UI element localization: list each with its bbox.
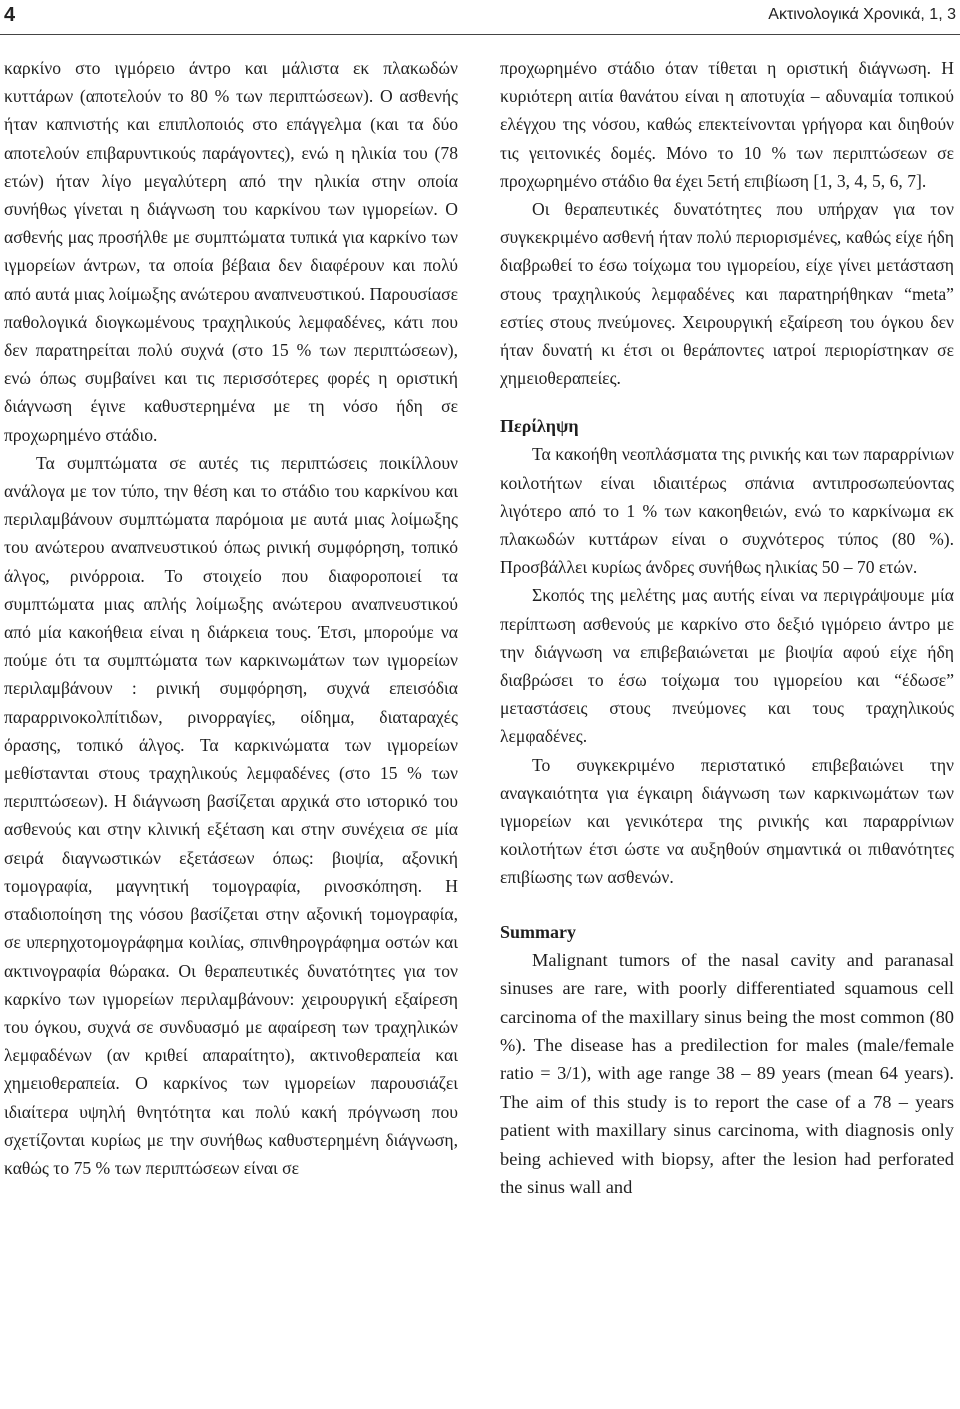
paragraph: Malignant tumors of the nasal cavity and paranasal sinuses are rare, with poorly differentiated squamous cell carcinoma of the maxillary sinus being the most common (80 %). The disease has a predilection for males (male/female ratio = 3/1), with age range 38 – 89 years (mean 64 years). The aim of this study is to report the case of a 78 – years patient with maxillary sinus carcinoma, with diagnosis only being achieved with biopsy, after the lesion had perforated the sinus wall and bbox=[500, 949, 954, 1197]
paragraph: προχωρημένο στάδιο όταν τίθεται η οριστική διάγνωση. Η κυριότερη αιτία θανάτου είναι η αποτυχία – αδυναμία τοπικού ελέγχου της νόσου, καθώς επεκτείνονται γρήγορα και διηθούν τις γειτονικές δομές. Μόνο το 10 % των περιπτώσεων σε προχωρημένο στάδιο θα έχει 5ετή επιβίωση [1, 3, 4, 5, 6, 7]. bbox=[500, 58, 954, 191]
left-column bbox=[4, 54, 458, 1182]
paragraph: Σκοπός της μελέτης μας αυτής είναι να περιγράψουμε μία περίπτωση ασθενούς με καρκίνο στο δεξιό ιγμόρειο άντρο με την διάγνωση να επιβεβαιώνεται με βιοψία αφού είχε ήδη διαβρώσει το έσω τοίχωμα του ιγμορείου και “έδωσε” μεταστάσεις στους πνεύμονες και τους τραχηλικούς λεμφαδένες. bbox=[500, 585, 954, 747]
paragraph: Τα συμπτώματα σε αυτές τις περιπτώσεις ποικίλλουν ανάλογα με τον τύπο, την θέση και το στάδιο του καρκίνου και περιλαμβάνουν συμπτώματα παρόμοια με αυτά μιας λοίμωξης του ανώτερου αναπνευστικού όπως ρινική συμφόρηση, τοπικό άλγος, ρινόρροια. Το στοιχείο που διαφοροποιεί τα συμπτώματα μιας απλής λοίμωξης ανώτερου αναπνευστικού από μία κακοήθεια είναι η διάρκεια τους. Έτσι, μπορούμε να πούμε ότι τα συμπτώματα των καρκινωμάτων των ιγμορείων περιλαμβάνουν : ρινική συμφόρηση, συχνά επεισόδια παραρρινοκολπίτιδων, ρινορραγίες, οίδημα, διαταραχές όρασης, τοπικό άλγος. Τα καρκινώματα των ιγμορείων μεθίστανται στους τραχηλικούς λεμφαδένες (στο 15 % των περιπτώσεων). Η διάγνωση βασίζεται αρχικά στο ιστορικό του ασθενούς και στην κλινική εξέταση και στην συνέχεια σε μία σειρά διαγνωστικών εξετάσεων όπως: βιοψία, αξονική τομογραφία, μαγνητική τομογραφία, ρινοσκόπηση. Η σταδιοποίηση της νόσου βασίζεται στην αξονική τομογραφία, σε υπερηχοτομογράφημα κοιλίας, σπινθηρογράφημα οστών και ακτινογραφία θώρακα. Οι θεραπευτικές δυνατότητες για τον καρκίνο των ιγμορείων περιλαμβάνουν: χειρουργική εξαίρεση του όγκου, συχνά σε συνδυασμό με αφαίρεση των τραχηλικών λεμφαδένων (αν κριθεί απαραίτητο), ακτινοθεραπεία και χημειοθεραπεία. Ο καρκίνος των ιγμορείων παρουσιάζει ιδιαίτερα υψηλή θνητότητα και πολύ κακή πρόγνωση που σχετίζονται κυρίως με την συνήθως καθυστερημένη διάγνωση, καθώς το 75 % των περιπτώσεων είναι σε bbox=[4, 452, 458, 1178]
paragraph: Οι θεραπευτικές δυνατότητες που υπήρχαν για τον συγκεκριμένο ασθενή ήταν πολύ περιορισμένες, καθώς είχε ήδη διαβρωθεί το έσω τοίχωμα του ιγμορείου, είχε γίνει μετάσταση στους τραχηλικούς λεμφαδένες και παρατηρήθηκαν “meta” εστίες στους πνεύμονες. Χειρουργική εξαίρεση του όγκου δεν ήταν δυνατή κι έτσι οι θεράποντες ιατροί περιορίστηκαν σε χημειοθεραπείες. bbox=[500, 199, 954, 389]
page-number: 4 bbox=[4, 4, 16, 26]
journal-title: Ακτινολογικά Χρονικά, 1, 3 bbox=[768, 6, 956, 23]
paragraph: καρκίνο στο ιγμόρειο άντρο και μάλιστα εκ πλακωδών κυττάρων (αποτελούν το 80 % των περιπτώσεων). Ο ασθενής ήταν καπνιστής και επιπλοποιός στο επάγγελμα (και τα δύο αποτελούν επιβαρυντικούς παράγοντες), ενώ η ηλικία του (78 ετών) ήταν λίγο μεγαλύτερη από την ηλικία στην οποία συνήθως γίνεται η διάγνωση του καρκίνου των ιγμορείων. Ο ασθενής μας προσήλθε με συμπτώματα τυπικά για καρκίνο των ιγμορείων άντρων, τα οποία βέβαια δεν διαφέρουν και πολύ από αυτά μιας λοίμωξης ανώτερου αναπνευστικού. Παρουσίασε παθολογικά διογκωμένους τραχηλικούς λεμφαδένες, κάτι που δεν παρατηρείται πολύ συχνά (στο 15 % των περιπτώσεων), ενώ όπως συμβαίνει και τις περισσότερες φορές η οριστική διάγνωση έγινε καθυστερημένα με τη νόσο ήδη σε προχωρημένο στάδιο. bbox=[4, 58, 458, 445]
right-column bbox=[500, 54, 954, 1201]
paragraph: Το συγκεκριμένο περιστατικό επιβεβαιώνει την αναγκαιότητα για έγκαιρη διάγνωση των καρκινωμάτων των ιγμορείων και γενικότερα της ρινικής και παραρρίνιων κοιλοτήτων έτσι ώστε να αυξηθούν σημαντικά οι πιθανότητες επιβίωσης των ασθενών. bbox=[500, 754, 954, 888]
section-heading-perilipsi: Περίληψη bbox=[500, 416, 579, 437]
header-rule bbox=[0, 34, 960, 35]
section-heading-summary: Summary bbox=[500, 921, 576, 942]
paragraph: Τα κακοήθη νεοπλάσματα της ρινικής και των παραρρίνιων κοιλοτήτων είναι ιδιαιτέρως σπάνια αντιπροσωπεύοντας λιγότερο από το 1 % των κακοηθειών, ενώ το καρκίνωμα εκ πλακωδών κυττάρων είναι ο συχνότερος τύπος (80 %). Προσβάλλει κυρίως άνδρες συνήθως ηλικίας 50 – 70 ετών. bbox=[500, 444, 954, 578]
page-header bbox=[0, 0, 960, 34]
